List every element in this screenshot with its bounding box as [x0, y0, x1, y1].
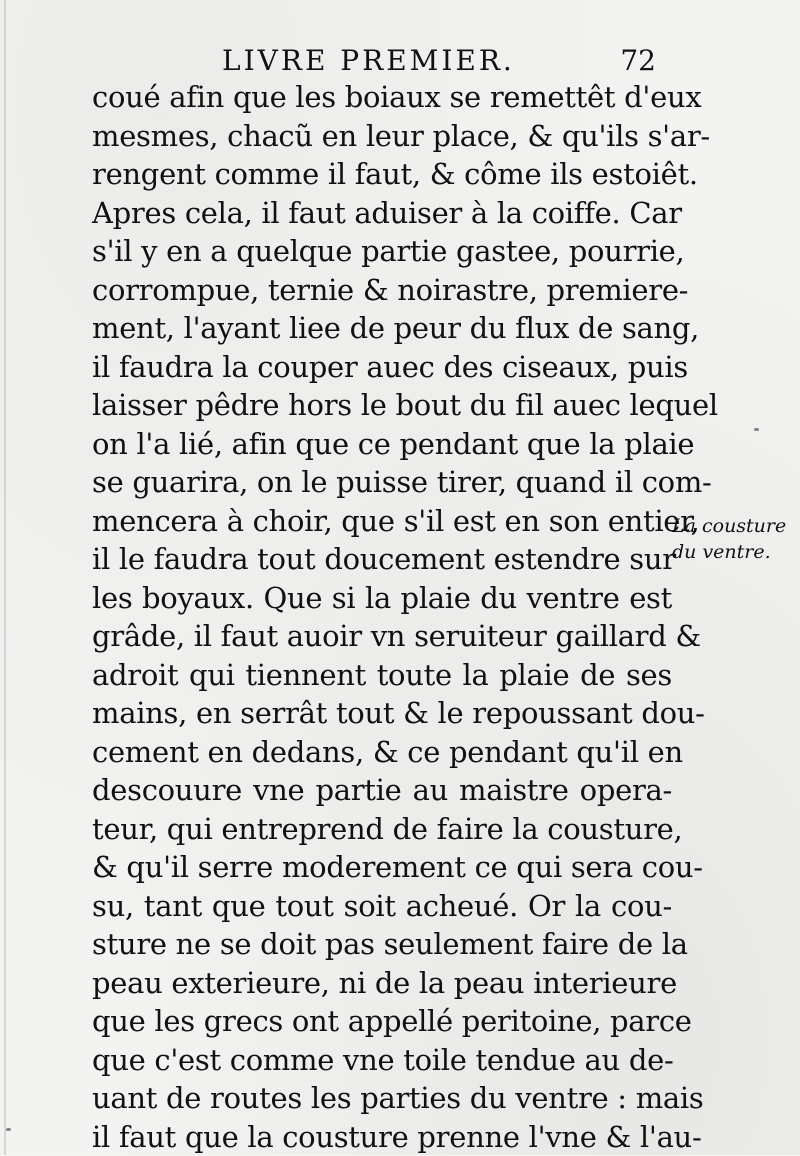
- text-line: teur, qui entreprend de faire la cousture,: [92, 810, 672, 849]
- text-line: uant de routes les parties du ventre : mais: [92, 1079, 672, 1118]
- margin-note-line: du ventre.: [672, 539, 797, 565]
- text-line: il faut que la cousture prenne l'vne & l'au-: [92, 1118, 672, 1156]
- margin-note: [672, 513, 797, 565]
- text-line: sture ne se doit pas seulement faire de la: [92, 925, 672, 964]
- text-line: mesmes, chacũ en leur place, & qu'ils s'ar-: [92, 117, 672, 156]
- text-line: que c'est comme vne toile tendue au de-: [92, 1041, 672, 1080]
- text-line: rengent comme il faut, & côme ils estoiêt.: [92, 155, 672, 194]
- text-line: laisser pêdre hors le bout du fil auec lequel: [92, 386, 672, 425]
- ink-speck: [754, 428, 759, 431]
- text-line: coué afin que les boiaux se remettêt d'eux: [92, 78, 672, 117]
- text-line: mains, en serrât tout & le repoussant dou-: [92, 694, 672, 733]
- text-line: on l'a lié, afin que ce pendant que la plaie: [92, 425, 672, 464]
- text-line: il le faudra tout doucement estendre sur: [92, 540, 672, 579]
- margin-note-line: La cousture: [672, 513, 797, 539]
- text-line: mencera à choir, que s'il est en son entier,: [92, 502, 672, 541]
- text-line: Apres cela, il faut aduiser à la coiffe. Car: [92, 194, 672, 233]
- ink-speck: [6, 1128, 11, 1131]
- page-edge-shadow: [4, 0, 6, 1155]
- text-line: les boyaux. Que si la plaie du ventre est: [92, 579, 672, 618]
- text-line: corrompue, ternie & noirastre, premiere-: [92, 271, 672, 310]
- text-line: peau exterieure, ni de la peau interieure: [92, 964, 672, 1003]
- text-line: cement en dedans, & ce pendant qu'il en: [92, 733, 672, 772]
- page-number: 72: [620, 44, 656, 77]
- text-line: il faudra la couper auec des ciseaux, puis: [92, 348, 672, 387]
- running-head: LIVRE PREMIER.: [222, 44, 515, 77]
- text-line: s'il y en a quelque partie gastee, pourrie,: [92, 232, 672, 271]
- text-line: & qu'il serre moderement ce qui sera cou-: [92, 848, 672, 887]
- body-text: [92, 78, 672, 1156]
- text-line: grâde, il faut auoir vn seruiteur gaillard &: [92, 617, 672, 656]
- text-line: adroit qui tiennent toute la plaie de ses: [92, 656, 672, 695]
- text-line: descouure vne partie au maistre opera-: [92, 771, 672, 810]
- text-line: se guarira, on le puisse tirer, quand il com-: [92, 463, 672, 502]
- text-line: su, tant que tout soit acheué. Or la cou-: [92, 887, 672, 926]
- text-line: ment, l'ayant liee de peur du flux de sang,: [92, 309, 672, 348]
- text-line: que les grecs ont appellé peritoine, parce: [92, 1002, 672, 1041]
